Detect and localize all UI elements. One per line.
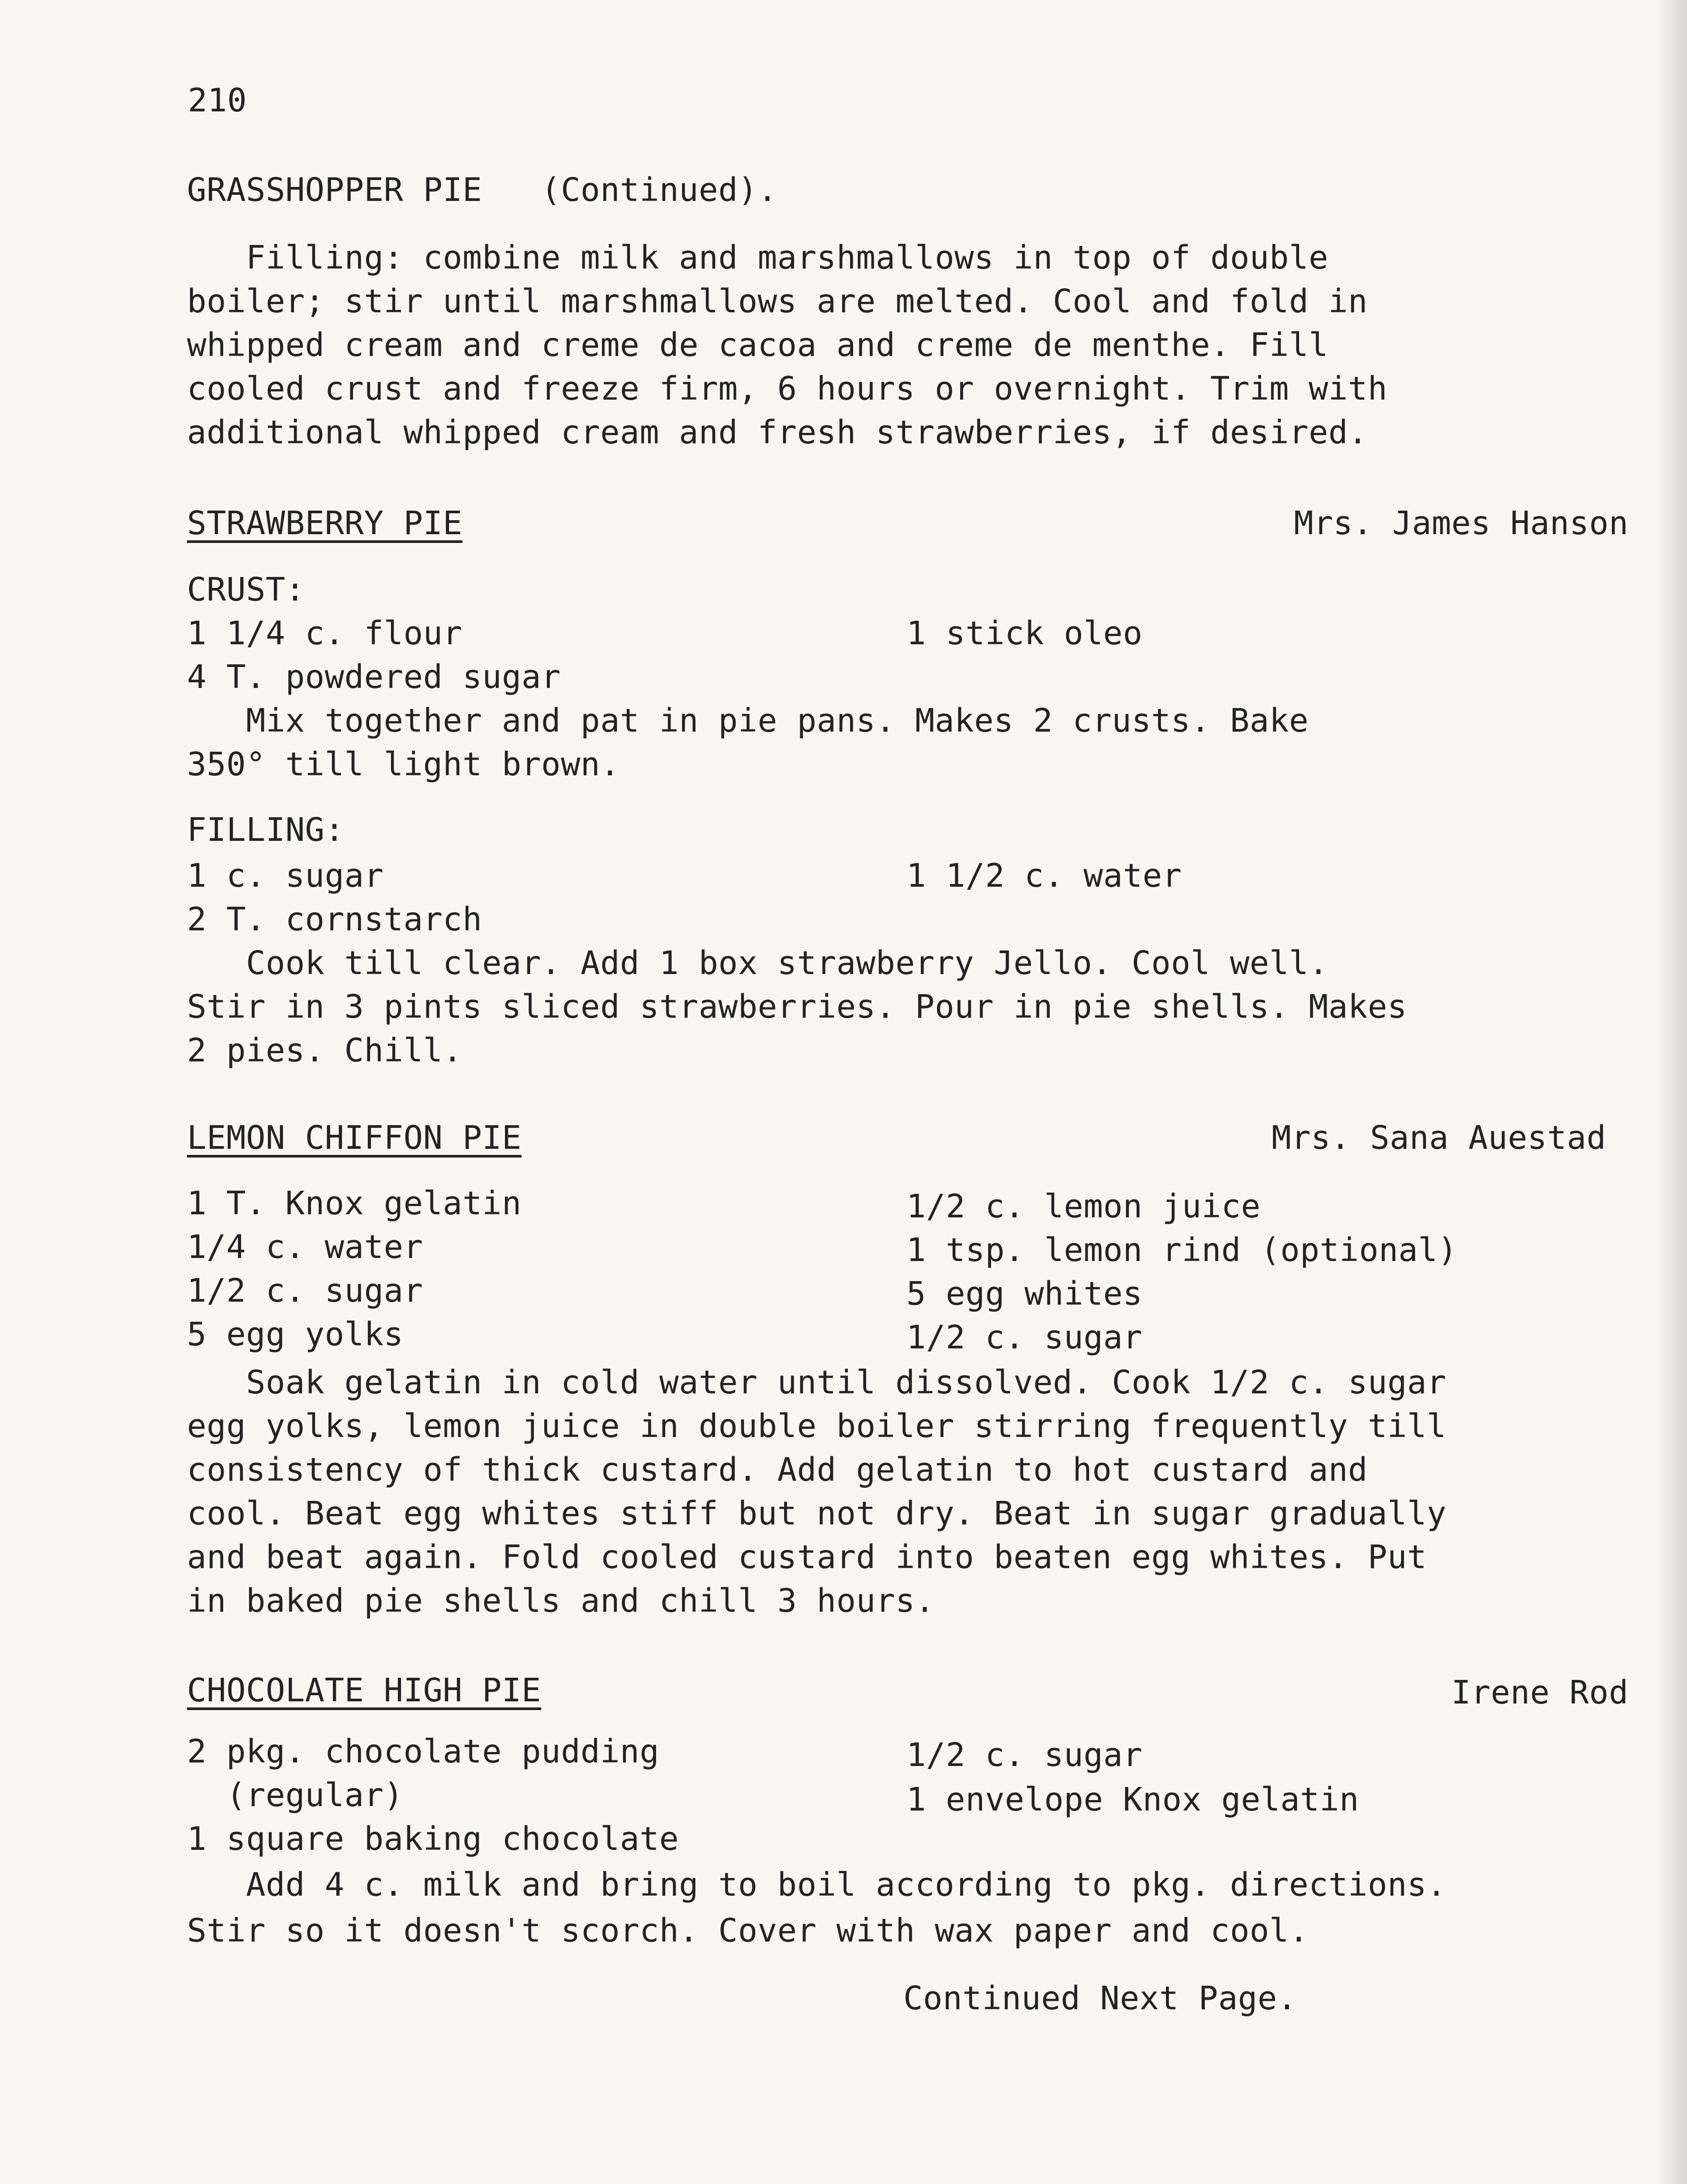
chocolate-author: Irene Rod	[1451, 1674, 1628, 1711]
lemon-direction: egg yolks, lemon juice in double boiler stirring frequently till	[187, 1407, 1447, 1445]
ingredient: 1 1/4 c. flour	[187, 615, 463, 652]
lemon-title: LEMON CHIFFON PIE	[187, 1119, 522, 1157]
ingredient: (regular)	[187, 1776, 404, 1814]
strawberry-author: Mrs. James Hanson	[1294, 505, 1628, 542]
grasshopper-line: cooled crust and freeze firm, 6 hours or overnight. Trim with	[187, 370, 1388, 408]
ingredient: 5 egg whites	[906, 1275, 1143, 1313]
grasshopper-line: additional whipped cream and fresh strawberries, if desired.	[187, 414, 1368, 451]
grasshopper-title: GRASSHOPPER PIE (Continued).	[187, 171, 778, 209]
ingredient: 2 T. cornstarch	[187, 901, 482, 938]
page-edge-shadow	[1656, 0, 1687, 2184]
ingredient: 1/2 c. lemon juice	[906, 1188, 1261, 1225]
filling-direction: Stir in 3 pints sliced strawberries. Pour in pie shells. Makes	[187, 988, 1407, 1026]
continued-note: Continued Next Page.	[903, 1980, 1297, 2017]
ingredient: 1/4 c. water	[187, 1228, 423, 1266]
page-number: 210	[188, 82, 247, 119]
ingredient: 1 envelope Knox gelatin	[906, 1781, 1359, 1818]
strawberry-filling-label: FILLING:	[187, 811, 345, 849]
lemon-author: Mrs. Sana Auestad	[1272, 1119, 1606, 1157]
chocolate-direction: Stir so it doesn't scorch. Cover with wax paper and cool.	[187, 1912, 1309, 1949]
ingredient: 1/2 c. sugar	[187, 1272, 423, 1310]
ingredient: 1/2 c. sugar	[906, 1736, 1143, 1774]
chocolate-title: CHOCOLATE HIGH PIE	[187, 1672, 541, 1709]
ingredient: 1 square baking chocolate	[187, 1820, 679, 1858]
ingredient: 1 stick oleo	[906, 615, 1143, 652]
strawberry-crust-label: CRUST:	[187, 571, 305, 608]
filling-direction: 2 pies. Chill.	[187, 1032, 463, 1069]
ingredient: 1 1/2 c. water	[906, 857, 1182, 895]
ingredient: 4 T. powdered sugar	[187, 658, 561, 696]
crust-direction: Mix together and pat in pie pans. Makes 2 crusts. Bake	[187, 702, 1309, 740]
ingredient: 1 T. Knox gelatin	[187, 1185, 522, 1222]
lemon-direction: consistency of thick custard. Add gelatin to hot custard and	[187, 1451, 1368, 1489]
lemon-direction: and beat again. Fold cooled custard into beaten egg whites. Put	[187, 1538, 1427, 1576]
filling-direction: Cook till clear. Add 1 box strawberry Jello. Cool well.	[187, 944, 1329, 982]
ingredient: 2 pkg. chocolate pudding	[187, 1733, 660, 1770]
grasshopper-line: boiler; stir until marshmallows are melted. Cool and fold in	[187, 283, 1368, 320]
ingredient: 1/2 c. sugar	[906, 1319, 1143, 1356]
grasshopper-line: Filling: combine milk and marshmallows in top of double	[187, 239, 1329, 276]
chocolate-direction: Add 4 c. milk and bring to boil according to pkg. directions.	[187, 1866, 1447, 1904]
ingredient: 5 egg yolks	[187, 1316, 404, 1353]
strawberry-title: STRAWBERRY PIE	[187, 505, 463, 542]
grasshopper-line: whipped cream and creme de cacoa and creme de menthe. Fill	[187, 326, 1329, 364]
ingredient: 1 c. sugar	[187, 857, 384, 895]
crust-direction: 350° till light brown.	[187, 746, 620, 783]
lemon-direction: Soak gelatin in cold water until dissolved. Cook 1/2 c. sugar	[187, 1364, 1447, 1401]
ingredient: 1 tsp. lemon rind (optional)	[906, 1231, 1458, 1269]
lemon-direction: in baked pie shells and chill 3 hours.	[187, 1582, 935, 1620]
lemon-direction: cool. Beat egg whites stiff but not dry. Beat in sugar gradually	[187, 1495, 1447, 1532]
